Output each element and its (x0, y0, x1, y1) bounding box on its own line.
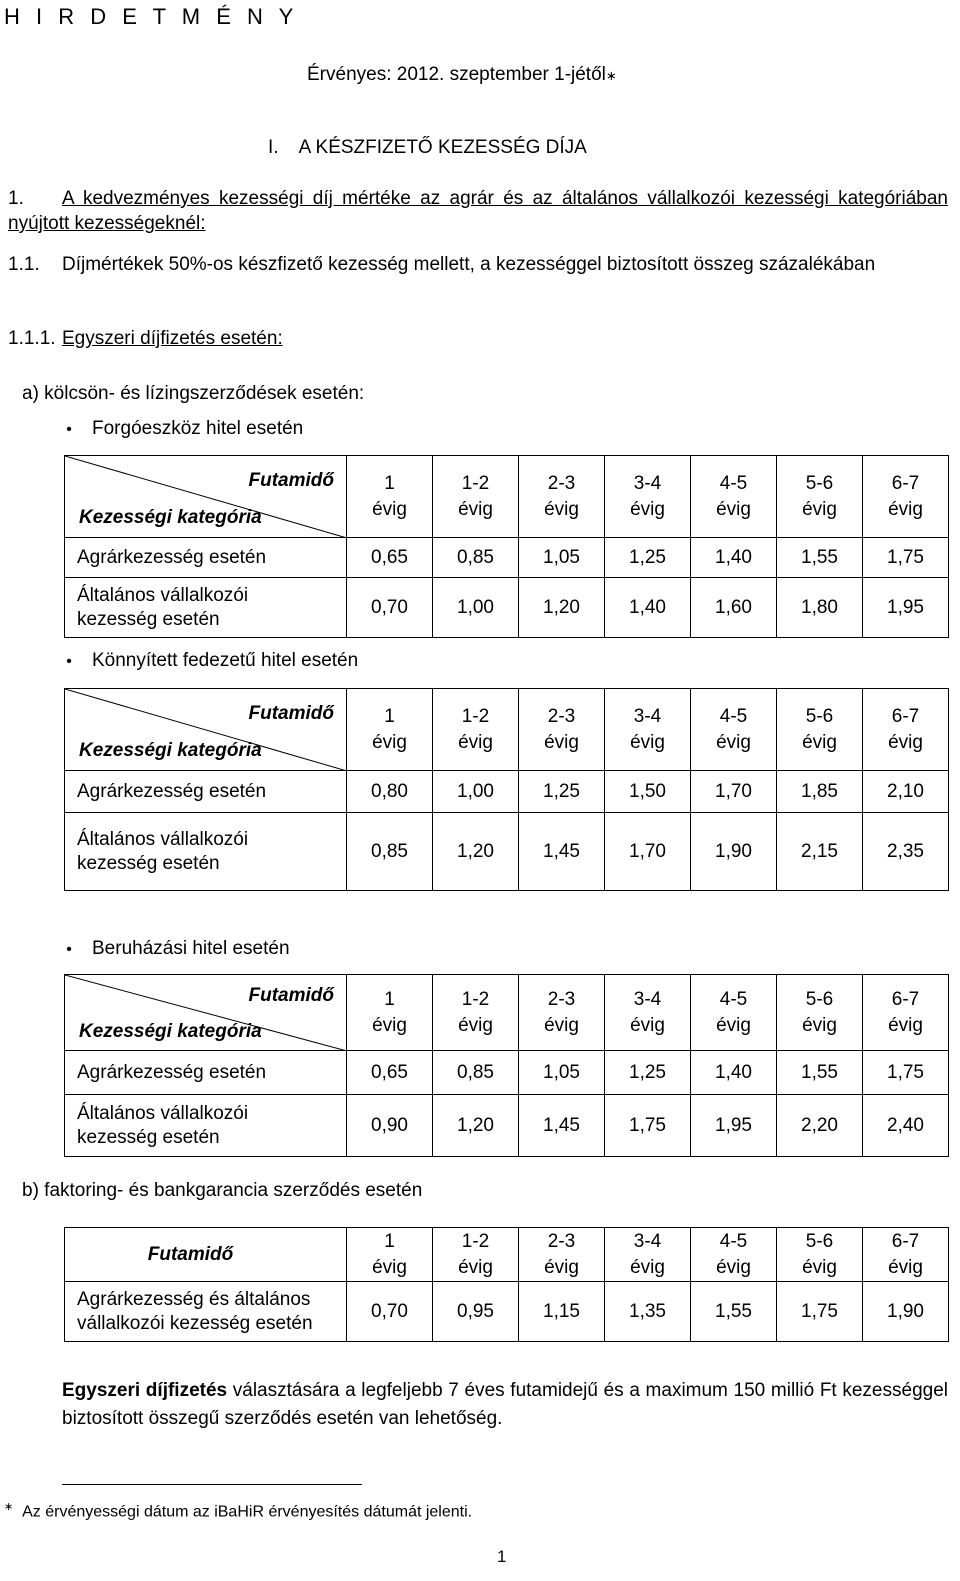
fee-value: 1,45 (519, 1095, 605, 1157)
duration-6-7: 6-7 évig (863, 1228, 949, 1282)
validity-date: Érvényes: 2012. szeptember 1-jétől∗ (307, 64, 617, 85)
fee-value: 1,95 (863, 578, 949, 638)
duration-3-4: 3-4 évig (605, 975, 691, 1051)
duration-5-6: 5-6 évig (777, 689, 863, 771)
item-a: a) kölcsön- és lízingszerződések esetén: (22, 383, 365, 404)
duration-1: 1 évig (347, 1228, 433, 1282)
fee-value: 1,55 (777, 538, 863, 578)
fee-value: 1,20 (433, 1095, 519, 1157)
futamido-label: Futamidő (248, 703, 334, 724)
fee-value: 1,00 (433, 771, 519, 813)
row-label: Általános vállalkozói kezesség esetén (65, 1095, 347, 1157)
duration-1: 1 évig (347, 975, 433, 1051)
note-paragraph: Egyszeri díjfizetés választására a legfeljebb 7 éves futamidejű és a maximum 150 millió Ft kezességgel biztosított összegű szerződés esetén van lehetőség. (62, 1380, 948, 1429)
fee-table-konnyitett (64, 688, 949, 891)
fee-value: 1,00 (433, 578, 519, 638)
fee-value: 1,45 (519, 813, 605, 891)
duration-3-4: 3-4 évig (605, 1228, 691, 1282)
fee-value: 0,70 (347, 578, 433, 638)
fee-value: 0,90 (347, 1095, 433, 1157)
fee-value: 1,75 (605, 1095, 691, 1157)
fee-value: 1,40 (691, 1051, 777, 1095)
fee-value: 0,85 (347, 813, 433, 891)
fee-value: 1,70 (691, 771, 777, 813)
table-row (65, 771, 949, 813)
bullet-konnyitett: • Könnyített fedezetű hitel esetén (66, 650, 359, 671)
duration-4-5: 4-5 évig (691, 975, 777, 1051)
heading-1-1: 1.1. Díjmértékek 50%-os készfizető kezesség mellett, a kezességgel biztosított összeg százalékában (8, 254, 876, 275)
heading-1-1-1: 1.1.1. Egyszeri díjfizetés esetén: (8, 328, 283, 349)
fee-value: 0,85 (433, 1051, 519, 1095)
bullet-forgoeszkoz: • Forgóeszköz hitel esetén (66, 418, 304, 439)
duration-2-3: 2-3 évig (519, 689, 605, 771)
fee-value: 0,95 (433, 1282, 519, 1342)
duration-2-3: 2-3 évig (519, 456, 605, 538)
fee-value: 1,85 (777, 771, 863, 813)
duration-4-5: 4-5 évig (691, 689, 777, 771)
fee-value: 1,75 (863, 1051, 949, 1095)
row-label: Agrárkezesség esetén (65, 771, 347, 813)
fee-value: 1,40 (691, 538, 777, 578)
fee-value: 1,75 (863, 538, 949, 578)
fee-table-beruhazasi (64, 974, 949, 1157)
fee-value: 1,35 (605, 1282, 691, 1342)
fee-value: 0,80 (347, 771, 433, 813)
row-label: Általános vállalkozói kezesség esetén (65, 813, 347, 891)
fee-value: 1,15 (519, 1282, 605, 1342)
fee-value: 1,20 (433, 813, 519, 891)
fee-value: 1,05 (519, 538, 605, 578)
fee-value: 0,70 (347, 1282, 433, 1342)
fee-value: 1,40 (605, 578, 691, 638)
fee-value: 0,85 (433, 538, 519, 578)
duration-1: 1 évig (347, 456, 433, 538)
duration-4-5: 4-5 évig (691, 456, 777, 538)
table-row (65, 813, 949, 891)
fee-table-faktoring (64, 1227, 949, 1342)
kategoria-label: Kezességi kategória (79, 740, 262, 761)
bullet-beruhazasi: • Beruházási hitel esetén (66, 938, 290, 959)
fee-value: 1,60 (691, 578, 777, 638)
fee-value: 1,55 (691, 1282, 777, 1342)
kategoria-label: Kezességi kategória (79, 1021, 262, 1042)
duration-5-6: 5-6 évig (777, 456, 863, 538)
table-row (65, 578, 949, 638)
duration-1: 1 évig (347, 689, 433, 771)
table-row (65, 1282, 949, 1342)
table-header-diagonal (65, 689, 347, 771)
duration-5-6: 5-6 évig (777, 975, 863, 1051)
fee-value: 2,35 (863, 813, 949, 891)
table-row (65, 538, 949, 578)
fee-value: 0,65 (347, 1051, 433, 1095)
heading-1: 1. A kedvezményes kezességi díj mértéke az agrár és az általános vállalkozói kezességi kategóriában nyújtott kezességeknél: (8, 188, 948, 234)
footnote: ∗ Az érvényességi dátum az iBaHiR érvényesítés dátumát jelenti. (4, 1501, 473, 1521)
table-row (65, 1051, 949, 1095)
futamido-header: Futamidő (65, 1228, 347, 1282)
fee-value: 1,90 (691, 813, 777, 891)
row-label: Agrárkezesség esetén (65, 1051, 347, 1095)
duration-3-4: 3-4 évig (605, 689, 691, 771)
duration-2-3: 2-3 évig (519, 1228, 605, 1282)
duration-4-5: 4-5 évig (691, 1228, 777, 1282)
duration-5-6: 5-6 évig (777, 1228, 863, 1282)
row-label: Agrárkezesség és általános vállalkozói kezesség esetén (65, 1282, 347, 1342)
futamido-label: Futamidő (248, 985, 334, 1006)
fee-value: 1,55 (777, 1051, 863, 1095)
kategoria-label: Kezességi kategória (79, 507, 262, 528)
fee-value: 1,75 (777, 1282, 863, 1342)
section-heading: I. A KÉSZFIZETŐ KEZESSÉG DÍJA (268, 137, 587, 158)
item-b: b) faktoring- és bankgarancia szerződés esetén (22, 1180, 423, 1201)
fee-value: 2,10 (863, 771, 949, 813)
table-row (65, 1095, 949, 1157)
fee-value: 2,20 (777, 1095, 863, 1157)
fee-value: 1,50 (605, 771, 691, 813)
duration-1-2: 1-2 évig (433, 456, 519, 538)
fee-value: 1,80 (777, 578, 863, 638)
duration-1-2: 1-2 évig (433, 689, 519, 771)
fee-value: 0,65 (347, 538, 433, 578)
futamido-label: Futamidő (248, 470, 334, 491)
fee-value: 1,90 (863, 1282, 949, 1342)
fee-value: 1,25 (519, 771, 605, 813)
page-number: 1 (497, 1547, 507, 1566)
duration-6-7: 6-7 évig (863, 689, 949, 771)
fee-table-forgoeszkoz (64, 455, 949, 638)
table-header-diagonal (65, 975, 347, 1051)
fee-value: 1,05 (519, 1051, 605, 1095)
page-title: H I R D E T M É N Y (4, 4, 299, 29)
table-header-diagonal (65, 456, 347, 538)
duration-6-7: 6-7 évig (863, 975, 949, 1051)
fee-value: 1,25 (605, 1051, 691, 1095)
fee-value: 2,40 (863, 1095, 949, 1157)
footnote-divider (62, 1484, 362, 1485)
duration-6-7: 6-7 évig (863, 456, 949, 538)
fee-value: 1,70 (605, 813, 691, 891)
row-label: Agrárkezesség esetén (65, 538, 347, 578)
fee-value: 1,25 (605, 538, 691, 578)
duration-1-2: 1-2 évig (433, 975, 519, 1051)
row-label: Általános vállalkozói kezesség esetén (65, 578, 347, 638)
duration-3-4: 3-4 évig (605, 456, 691, 538)
fee-value: 2,15 (777, 813, 863, 891)
fee-value: 1,20 (519, 578, 605, 638)
duration-2-3: 2-3 évig (519, 975, 605, 1051)
fee-value: 1,95 (691, 1095, 777, 1157)
duration-1-2: 1-2 évig (433, 1228, 519, 1282)
